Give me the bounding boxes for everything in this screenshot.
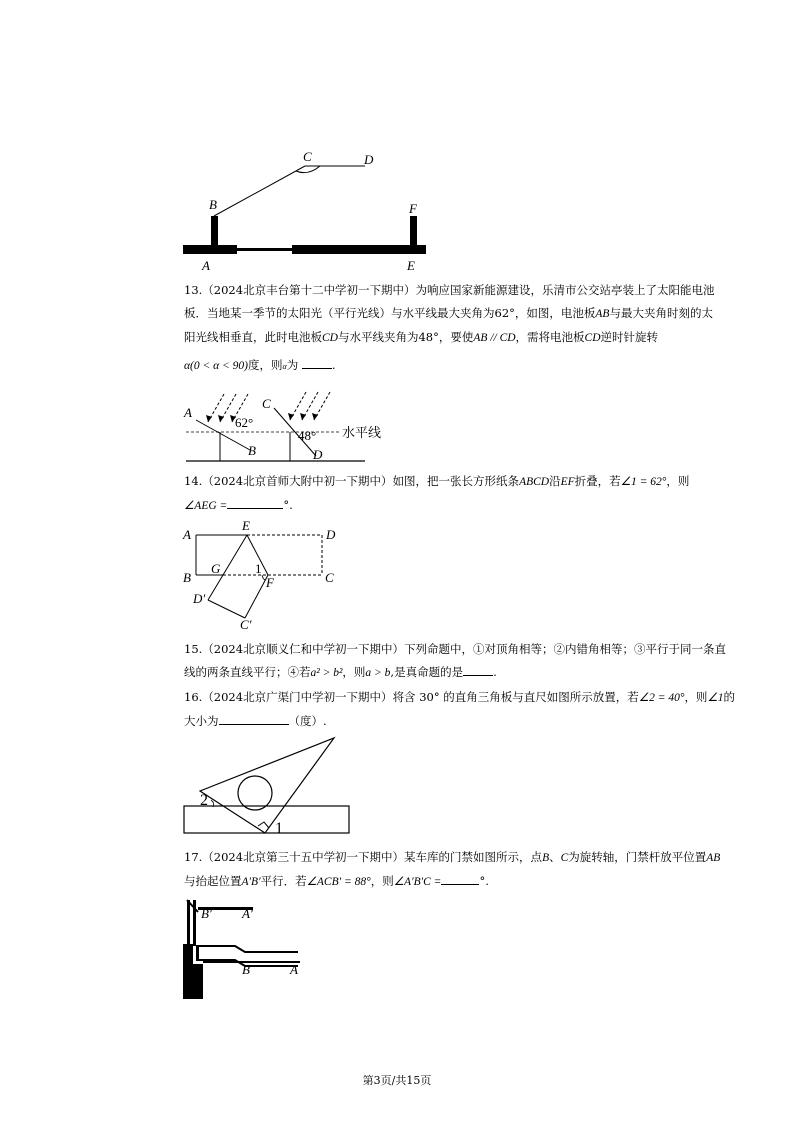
point-c: C (560, 852, 569, 864)
q17-text: ，则 (370, 874, 394, 888)
page-footer: 第3页/共15页 (362, 1074, 432, 1087)
q15-text: ，则 (342, 665, 366, 679)
label-d-prime: D′ (193, 591, 206, 606)
figure-q12 (180, 146, 440, 276)
raised-bar-left (187, 900, 190, 946)
q17-text: °. (479, 874, 489, 888)
question-source: （2024北京丰台第十二中学初一下期中） (202, 283, 416, 297)
rect-abcd: ABCD (519, 476, 550, 488)
label-f: F (266, 575, 274, 590)
angle-a-prime-b-prime-c: ∠A′B′C = (393, 876, 442, 888)
answer-blank[interactable] (463, 663, 493, 676)
angle-1: ∠1 (707, 692, 724, 704)
q13-text: 阳光线相垂直，此时电池板 (184, 330, 322, 344)
conclusion-expression: a > b (365, 667, 391, 679)
label-angle-1: 1 (255, 561, 262, 576)
q16-text: ，则 (684, 690, 708, 704)
q13-line-4 (184, 354, 744, 378)
q13-text: 度，则 (248, 358, 283, 372)
q16-text: 将含 30° 的直角三角板与直尺如图所示放置，若 (392, 690, 639, 704)
q17-text: 平行．若 (260, 874, 307, 888)
answer-blank[interactable] (302, 356, 332, 369)
segment-cd: CD (584, 332, 601, 344)
question-16 (184, 686, 744, 733)
q16-text: 大小为 (184, 714, 219, 728)
label-f: F (409, 201, 417, 216)
segment-cd: CD (322, 332, 338, 344)
label-c-prime: C′ (240, 617, 252, 632)
q15-text: . (493, 665, 497, 679)
figure-q12-svg (180, 146, 440, 276)
q16-text: 的 (723, 690, 735, 704)
q13-text: 为 (286, 358, 299, 372)
figure-q13 (180, 384, 400, 464)
q15-text: 下列命题中，①对顶角相等；②内错角相等；③平行于同一条直 (404, 642, 727, 656)
alpha-symbol: α (282, 362, 287, 371)
q15-text: ,是真命题的是 (390, 665, 464, 679)
label-b: B (242, 962, 250, 977)
question-17 (184, 846, 744, 894)
angle-aeg: ∠AEG = (184, 500, 228, 512)
label-b: B (209, 197, 217, 212)
q17-text: 与抬起位置 (184, 874, 242, 888)
q14-line-2 (184, 494, 744, 518)
label-g: G (211, 561, 221, 576)
question-number: 17. (184, 850, 203, 864)
segment-ab: AB (706, 852, 721, 864)
label-c: C (184, 956, 193, 971)
q15-text: 线的两条直线平行；④若 (184, 665, 311, 679)
q17-line-2 (184, 870, 744, 894)
point-b: B (542, 852, 550, 864)
label-e: E (242, 518, 250, 533)
label-a: A (290, 962, 298, 977)
label-b: B (248, 443, 256, 458)
q13-line-2 (184, 302, 744, 326)
question-source: （2024北京顺义仁和中学初一下期中） (202, 642, 405, 656)
segment-ab: AB (595, 308, 610, 320)
angle-acb-prime: ∠ACB′ = 88° (306, 876, 371, 888)
ground-left (183, 245, 237, 254)
label-a: A (184, 405, 192, 420)
ruler (184, 806, 349, 833)
question-number: 16. (184, 690, 203, 704)
parallel-condition: AB // CD (473, 332, 516, 344)
question-number: 13. (184, 283, 203, 297)
q13-text: 板．当地某一季节的太阳光（平行光线）与水平线最大夹角为62°，如图，电池板 (184, 306, 596, 320)
ground-middle (237, 248, 292, 251)
figure-q14-svg (180, 518, 350, 630)
question-source: （2024北京广渠门中学初一下期中） (202, 690, 393, 704)
line-bc (214, 166, 305, 216)
q13-text: 为响应国家新能源建设，乐清市公交站亭装上了太阳能电池 (415, 283, 715, 297)
label-d: D (313, 447, 323, 462)
question-14 (184, 470, 744, 518)
question-13 (184, 279, 744, 378)
label-b: B (183, 570, 191, 585)
q14-text: 折叠，若 (574, 474, 621, 488)
question-15 (184, 638, 744, 685)
angle-48-label: 48° (298, 428, 317, 443)
q17-text: 某车库的门禁如图所示，点 (404, 850, 543, 864)
question-source: （2024北京第三十五中学初一下期中） (202, 850, 405, 864)
label-a: A (202, 258, 210, 273)
question-source: （2024北京首师大附中初一下期中） (202, 474, 393, 488)
q13-text: ，需将电池板 (515, 330, 585, 344)
q13-text: 与最大夹角时刻的太 (609, 306, 713, 320)
q14-text: ，则 (666, 474, 690, 488)
ray-arrowheads (206, 413, 318, 422)
q14-text: 沿 (549, 474, 561, 488)
horizontal-label: 水平线 (342, 426, 382, 441)
answer-blank[interactable] (227, 496, 283, 509)
figure-q17 (180, 894, 310, 1004)
q17-line-1 (184, 846, 744, 870)
question-number: 15. (184, 642, 203, 656)
condition-expression: a² > b² (310, 667, 343, 679)
figure-q16-svg (180, 734, 355, 836)
label-b-prime: B′ (201, 906, 212, 921)
label-e: E (407, 258, 415, 273)
ground-right (292, 245, 426, 254)
q13-line-3 (184, 326, 744, 350)
q14-line-1 (184, 470, 744, 494)
figure-q16 (180, 734, 355, 836)
post-ab (211, 216, 218, 246)
q14-text: 如图，把一张长方形纸条 (392, 474, 520, 488)
set-square-hole (238, 776, 272, 810)
q17-text: 为旋转轴，门禁杆放平位置 (568, 850, 707, 864)
label-d: D (364, 152, 374, 167)
angle-62-label: 62° (235, 415, 254, 430)
alpha-range: α(0 < α < 90) (184, 360, 249, 372)
angle-2-value: ∠2 = 40° (638, 692, 685, 704)
answer-blank[interactable] (219, 712, 289, 725)
answer-blank[interactable] (441, 872, 479, 885)
question-number: 14. (184, 474, 203, 488)
q15-line-2 (184, 661, 744, 685)
figure-q14 (180, 518, 350, 630)
pivot-c (196, 946, 199, 960)
label-angle-2: 2 (200, 792, 208, 809)
edge-fc-prime (245, 575, 268, 618)
label-d: D (326, 527, 336, 542)
q13-text: . (331, 358, 336, 372)
flat-arm-top (196, 946, 298, 952)
q16-line-1 (184, 686, 744, 710)
right-angle-mark (258, 822, 269, 828)
label-a: A (183, 527, 191, 542)
label-c: C (303, 149, 312, 164)
segment-ef: EF (560, 476, 575, 488)
q13-line-1 (184, 279, 744, 302)
figure-q17-svg (180, 894, 310, 1004)
post-ef (410, 216, 417, 246)
angle-1-value: ∠1 = 62° (620, 476, 667, 488)
q16-line-2 (184, 710, 744, 733)
q16-text: （度）. (288, 714, 327, 728)
label-angle-1: 1 (275, 820, 283, 837)
segment-a-prime-b-prime: A′B′ (241, 876, 261, 888)
q17-text: 、 (549, 850, 561, 864)
edge-dc-prime (208, 600, 245, 618)
figure-q13-svg (180, 384, 400, 464)
label-a-prime: A′ (242, 906, 253, 921)
set-square (200, 738, 334, 833)
label-c: C (325, 570, 334, 585)
q13-text: 逆时针旋转 (600, 330, 659, 344)
label-c: C (262, 396, 271, 411)
q15-line-1 (184, 638, 744, 661)
q13-text: 与水平线夹角为48°，要使 (337, 330, 474, 344)
q14-text: °. (283, 498, 293, 512)
